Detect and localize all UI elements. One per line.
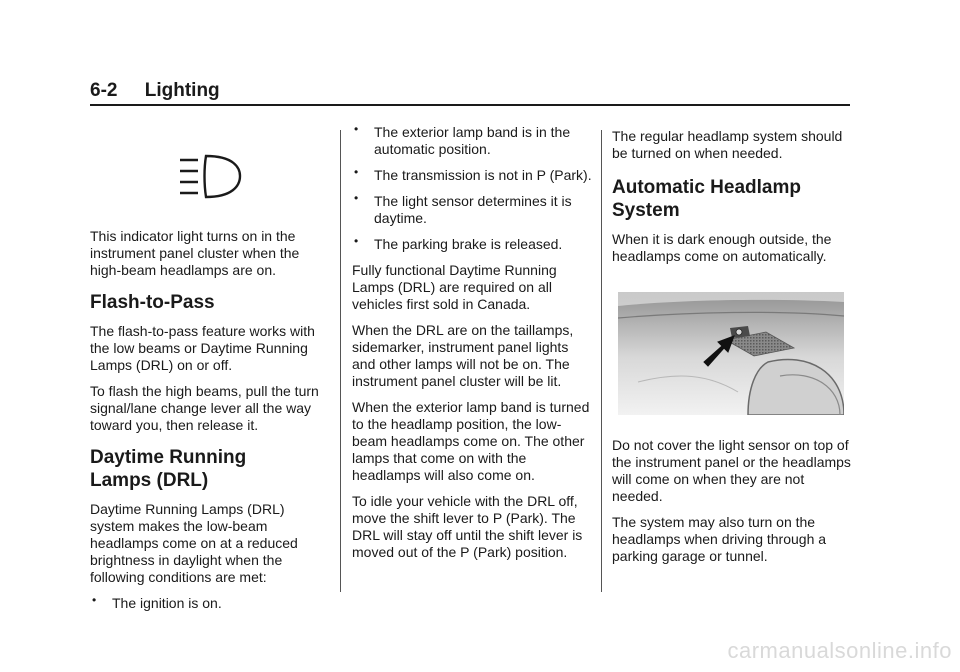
light-sensor-illustration [618,292,844,415]
regular-headlamp-paragraph: The regular headlamp system should be turned on when needed. [612,128,843,161]
drl-conditions-list [352,124,592,253]
drl-taillamps-paragraph: When the DRL are on the taillamps, sidemarker, instrument panel lights and other lamps will not be on. The instrument panel cluster will be lit. [352,322,574,389]
list-item: • The parking brake is released. [352,236,592,253]
indicator-description: This indicator light turns on in the instrument panel cluster when the high-beam headlamps are on. [90,228,300,278]
idle-vehicle-paragraph: To idle your vehicle with the DRL off, move the shift lever to P (Park). The DRL will stay off until the shift lever is moved out of the P (Park) position. [352,493,583,560]
column-divider-2 [601,130,602,592]
page-header [90,80,850,102]
column-1 [90,120,330,621]
flash-to-pass-paragraph-1: The flash-to-pass feature works with the low beams or Daytime Running Lamps (DRL) on or off. [90,323,315,373]
column-divider-1 [340,130,341,592]
header-rule [90,104,850,106]
drl-heading-line-2: Lamps (DRL) [90,470,209,491]
drl-heading-line-1: Daytime Running [90,447,247,468]
automatic-headlamp-paragraph-1: When it is dark enough outside, the headlamps come on automatically. [612,231,832,264]
flash-to-pass-paragraph-2: To flash the high beams, pull the turn signal/lane change lever all the way toward you, then release it. [90,383,319,433]
garage-tunnel-paragraph: The system may also turn on the headlamps when driving through a parking garage or tunnel. [612,514,827,564]
automatic-headlamp-heading [612,176,852,222]
column-3 [612,128,852,574]
watermark: carmanualsonline.info [727,638,952,663]
light-sensor-warning-paragraph: Do not cover the light sensor on top of the instrument panel or the headlamps will come on when they are not needed. [612,437,851,504]
automatic-headlamp-heading-line-2: System [612,200,680,221]
drl-paragraph-1: Daytime Running Lamps (DRL) system makes the low-beam headlamps come on at a reduced brightness in daylight when the following conditions are met: [90,501,298,585]
drl-conditions-list-start [90,595,330,612]
drl-heading [90,446,330,492]
list-item: • The exterior lamp band is in the automatic position. [352,124,592,158]
high-beam-icon [178,154,248,204]
flash-to-pass-heading: Flash-to-Pass [90,292,215,313]
page-number: 6-2 [90,80,118,101]
high-beam-icon-container [90,120,330,228]
drl-canada-paragraph: Fully functional Daytime Running Lamps (DRL) are required on all vehicles first sold in Canada. [352,262,557,312]
list-item: • The light sensor determines it is daytime. [352,193,592,227]
chapter-title: Lighting [144,80,220,101]
list-item: • The ignition is on. [90,595,330,612]
column-2 [352,124,592,570]
automatic-headlamp-heading-line-1: Automatic Headlamp [612,177,801,198]
list-item: • The transmission is not in P (Park). [352,167,592,184]
exterior-lamp-band-paragraph: When the exterior lamp band is turned to the headlamp position, the low-beam headlamps come on. The other lamps that come on with the headlamps will also come on. [352,399,590,483]
